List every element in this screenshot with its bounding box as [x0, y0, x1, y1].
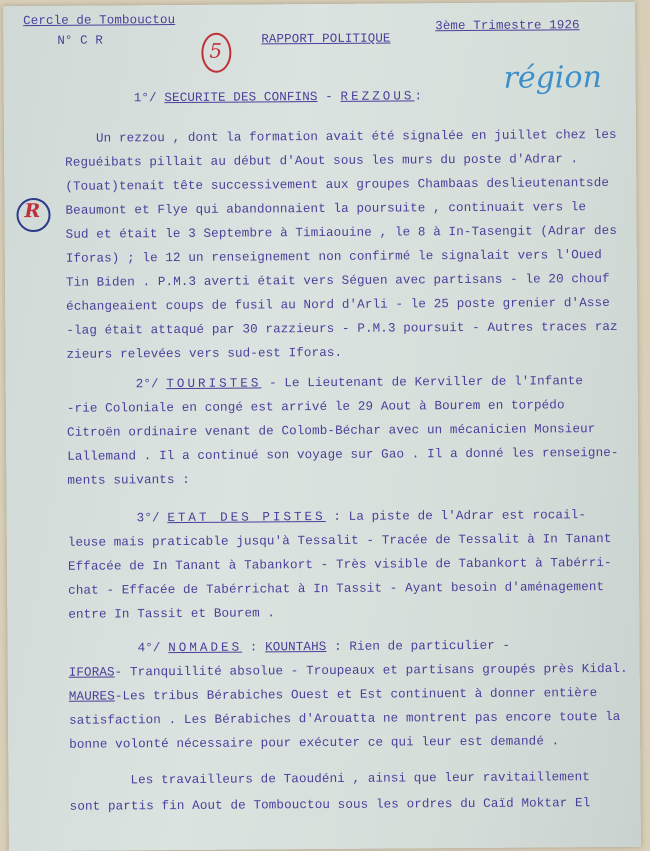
section4-iforas: IFORAS: [68, 665, 115, 680]
section1-title-colon: :: [414, 89, 423, 104]
section4-number: 4°/: [137, 641, 161, 656]
s1-line: (Touat)tenait tête successivement aux groupes Chambaas deslieutenantsde: [65, 175, 610, 194]
section2-title: TOURISTES: [166, 376, 262, 392]
s1-line: Tin Biden . P.M.3 averti était vers Séguen avec partisans - le 20 chouf: [65, 271, 610, 290]
s2-line: Citroën ordinaire venant de Colomb-Béchar avec un mécanicien Monsieur: [66, 422, 596, 440]
header-cercle: Cercle de Tombouctou: [23, 13, 176, 29]
s2-line: - Le Lieutenant de Kerviller de l'Infante: [269, 374, 584, 391]
s1-line: -lag était attaqué par 30 razzieurs - P.M.3 poursuit - Autres traces raz: [66, 319, 618, 338]
s1-line: Un rezzou , dont la formation avait été signalée en juillet chez les: [95, 127, 617, 146]
s3-line: Effacée de In Tanant à Tabankort - Très visible de Tabankort à Tabérri-: [67, 555, 612, 574]
section1-title-b: REZZOUS: [340, 89, 415, 104]
section4-maures-line: [69, 686, 597, 704]
section4-kountahs: KOUNTAHS: [265, 639, 327, 655]
s4-line: bonne volonté nécessaire pour exécuter ce qui leur est demandé .: [69, 734, 560, 752]
closing-line: sont partis fin Aout de Tombouctou sous les ordres du Caïd Moktar El: [69, 796, 591, 814]
s2-line: ments suivants :: [67, 472, 190, 488]
header-title: RAPPORT POLITIQUE: [261, 31, 391, 47]
s1-line: Reguéibats pillait au début d'Aout sous les murs du poste d'Adrar .: [65, 152, 579, 170]
closing-line: Les travailleurs de Taoudéni , ainsi que leur ravitaillement: [130, 770, 590, 788]
section4-maures-text: -Les tribus Bérabiches Ouest et Est continuent à donner entière: [114, 686, 598, 704]
s1-line: Beaumont et Flye qui abandonnaient la poursuite , continuait vers le: [65, 200, 587, 218]
s2-line: Lallemand . Il a continué son voyage sur Gao . Il a donné les renseigne-: [67, 445, 619, 464]
section4-title: NOMADES: [168, 640, 243, 656]
section4-iforas-line: [69, 662, 628, 680]
s1-line: Sud et était le 3 Septembre à Timiaouine , le 8 à In-Tasengit (Adrar des: [65, 223, 618, 242]
document-page: [3, 2, 641, 851]
section4-heading: 4°/ NOMADES : KOUNTAHS : Rien de particulier -: [137, 638, 511, 656]
section1-title-dash: -: [325, 89, 333, 104]
section3-title: ETAT DES PISTES: [167, 509, 326, 526]
section2-number: 2°/: [135, 377, 159, 392]
s3-line: chat - Effacée de Tabérrichat à In Tassit - Ayant besoin d'aménagement: [68, 580, 605, 598]
section2-heading: [136, 374, 583, 391]
margin-mark: R: [24, 199, 41, 223]
section3-heading: [137, 508, 586, 525]
section4-kountahs-text: : Rien de particulier -: [334, 638, 511, 654]
section3-number: 3°/: [136, 511, 160, 526]
header-trimestre: 3ème Trimestre 1926: [435, 18, 580, 34]
s1-line: Iforas) ; le 12 un renseignement non confirmé le signalait vers l'Oued: [65, 248, 602, 266]
s3-line: leuse mais praticable jusqu'à Tessalit - Tracée de Tessalit à In Tanant: [67, 531, 612, 550]
s1-line: échangeaient coups de fusil au Nord d'Arli - le 25 poste grenier d'Asse: [66, 295, 610, 314]
s3-line: : La piste de l'Adrar est rocail-: [333, 508, 587, 524]
region-annotation: région: [503, 60, 602, 96]
section1-number: 1°/: [133, 91, 157, 106]
header-ref: N° C R: [57, 33, 103, 48]
s3-line: entre In Tassit et Bourem .: [68, 606, 276, 622]
section4-iforas-text: - Tranquillité absolue - Troupeaux et partisans groupés près Kidal.: [114, 661, 628, 680]
s1-line: zieurs relevées vers sud-est Iforas.: [66, 345, 343, 362]
section1-title: [134, 89, 422, 105]
section4-maures: MAURES: [68, 689, 115, 704]
s4-line: satisfaction . Les Bérabiches d'Arouatta ne montrent pas encore toute la: [68, 709, 621, 728]
s2-line: -rie Coloniale en congé est arrivé le 29 Aout à Bourem en torpédo: [66, 398, 565, 416]
section1-title-a: SECURITE DES CONFINS: [164, 90, 318, 106]
page-number-annotation: 5: [209, 38, 223, 63]
